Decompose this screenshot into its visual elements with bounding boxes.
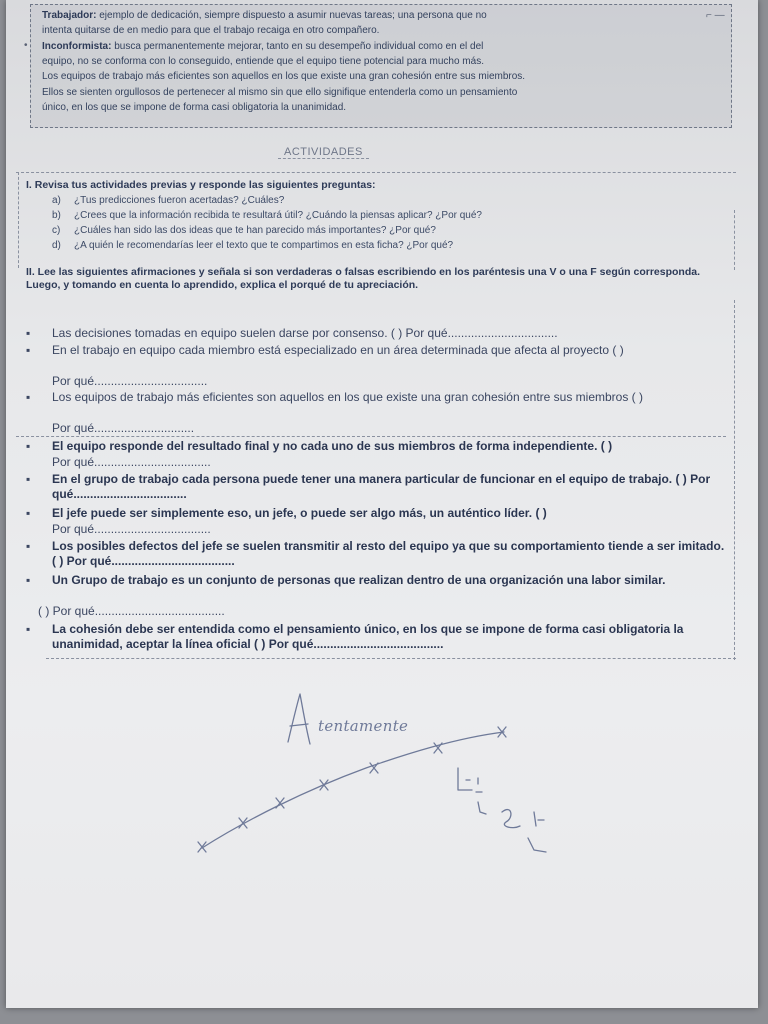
intro-line: único, en los que se impone de forma casi obligatoria la unanimidad. [42, 102, 347, 113]
porque-line-3: Por qué.............................. [52, 421, 195, 435]
question-d: d) ¿A quién le recomendarías leer el texto que te compartimos en esta ficha? ¿Por qué? [52, 240, 454, 251]
intro-line: Trabajador: ejemplo de dedicación, siempre dispuesto a asumir nuevas tareas; una persona que no [42, 10, 487, 21]
question-a: a) ¿Tus predicciones fueron acertadas? ¿Cuáles? [52, 195, 285, 206]
intro-line: Ellos se sienten orgullosos de pertenecer al mismo sin que ello signifique entenderla como un pensamiento [42, 87, 518, 98]
margin-bullet: • [24, 40, 28, 51]
intro-line: Inconformista: busca permanentemente mejorar, tanto en su desempeño individual como en el del [42, 41, 484, 52]
intro-line: intenta quitarse de en medio para que el trabajo recaiga en otro compañero. [42, 25, 380, 36]
intro-line: equipo, no se conforma con lo conseguido, entiende que el equipo tiene potencial para mucho más. [42, 56, 484, 67]
question-b: b) ¿Crees que la información recibida te resultará útil? ¿Cuándo la piensas aplicar? ¿Por qué? [52, 210, 482, 221]
porque-line-4: Por qué................................... [52, 455, 211, 469]
handwritten-signature [6, 0, 758, 1008]
margin-mark: ⌐ — [706, 10, 725, 21]
signature-closing: tentamente [318, 717, 409, 735]
porque-line-6: Por qué................................... [52, 522, 211, 536]
section1-title: I. Revisa tus actividades previas y responde las siguientes preguntas: [26, 179, 376, 191]
question-c: c) ¿Cuáles han sido las dos ideas que te han parecido más importantes? ¿Por qué? [52, 225, 436, 236]
activities-title: ACTIVIDADES [278, 146, 369, 159]
porque-line-8: ( ) Por qué....................................... [38, 604, 225, 618]
porque-line-2: Por qué.................................. [52, 374, 208, 388]
section2-instruction: II. Lee las siguientes afirmaciones y señala si son verdaderas o falsas escribiendo en los paréntesis una V o una F según corresponda. Luego, y tomando en cuenta lo aprendido, explica el porqué de tu apreciación. [26, 266, 700, 291]
intro-line: Los equipos de trabajo más eficientes son aquellos en los que existe una gran cohesión entre sus miembros. [42, 71, 526, 82]
worksheet-page: • ⌐ — Trabajador: ejemplo de dedicación, siempre dispuesto a asumir nuevas tareas; una persona que no intenta quitarse de en medio para que el trabajo recaiga en otro compañero. Inconformista: busca permanentemente mejorar, tanto en su desempeño individual como en el del equipo, no se conforma con lo conseguido, entiende que el equipo tiene potencial para mucho más. Los equipos de trabajo más eficientes son aquellos en los que existe una gran cohesión entre sus miembros. Ellos se sienten orgullosos de pertenecer al mismo sin que ello signifique entenderla como un pensamiento único, en los que se impone de forma casi obligatoria la unanimidad. ACTIVIDADES I. Revisa tus actividades previas y responde las siguientes preguntas: a) ¿Tus predicciones fueron acertadas? ¿Cuáles? b) ¿Crees que la información recibida te resultará útil? ¿Cuándo la piensas aplicar? ¿Por qué? c) ¿Cuáles han sido las dos ideas que te han parecido más importantes? ¿Por qué? d) ¿A quién le recomendarías leer el texto que te compartimos en esta ficha? ¿Por qué? II. Lee las siguientes afirmaciones y señala si son verdaderas o falsas escribiendo en los paréntesis una V o una F según corresponda. Luego, y tomando en cuenta lo aprendido, explica el porqué de tu apreciación. ▪ Las decisiones tomadas en equipo suelen darse por consenso. ( ) Por qué................................. ▪ En el trabajo en equipo cada miembro está especializado en un área determinada que afecta al proyecto ( ) Por qué.................................. ▪ Los equipos de trabajo más eficientes son aquellos en los que existe una gran cohesión entre sus miembros ( ) Por qué.............................. ▪ El equipo responde del resultado final y no cada uno de sus miembros de forma independiente. ( ) Por qué................................... ▪ En el grupo de trabajo cada persona puede tener una manera particular de funcionar en el equipo de trabajo. ( ) Por qué.................................. ▪ El jefe puede ser simplemente eso, un jefe, o puede ser algo más, un auténtico líder. ( ) Por qué................................... ▪ Los posibles defectos del jefe se suelen transmitir al resto del equipo ya que su comportamiento tiende a ser imitado. ( ) Por qué..................................... ▪ Un Grupo de trabajo es un conjunto de personas que realizan dentro de una organización una labor similar. ( ) Por qué....................................... ▪ La cohesión debe ser entendida como el pensamiento único, en los que se impone de forma casi obligatoria la unanimidad, aceptar la línea oficial ( ) Por qué....................................... tentamente [6, 0, 758, 1008]
